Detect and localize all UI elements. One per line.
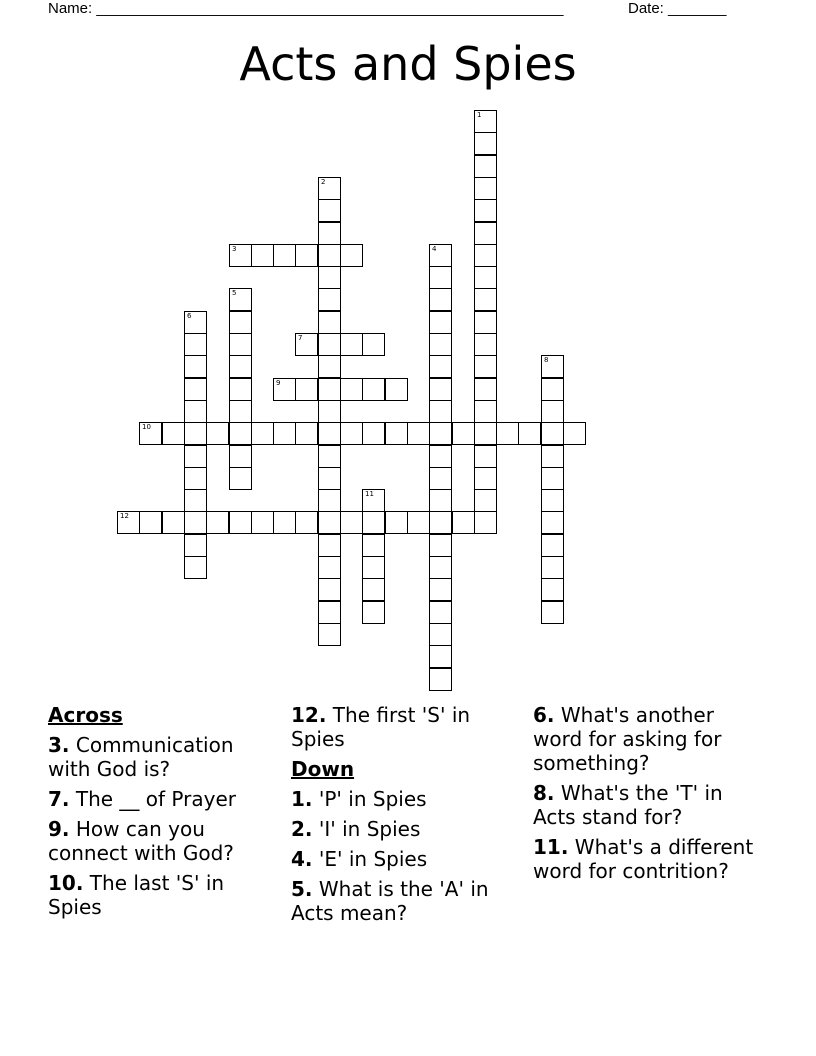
crossword-cell[interactable] xyxy=(385,511,408,534)
crossword-cell[interactable] xyxy=(318,489,341,512)
crossword-cell[interactable] xyxy=(318,244,341,267)
clue-text: Communication with God is? xyxy=(48,733,234,781)
cell-number: 10 xyxy=(142,423,151,431)
crossword-cell[interactable] xyxy=(362,578,385,601)
crossword-cell[interactable] xyxy=(496,422,519,445)
crossword-cell[interactable] xyxy=(295,422,318,445)
cell-number: 2 xyxy=(321,178,326,186)
crossword-cell[interactable] xyxy=(273,422,296,445)
crossword-cell[interactable] xyxy=(474,110,497,133)
crossword-cell[interactable] xyxy=(541,534,564,557)
crossword-cell[interactable] xyxy=(429,422,452,445)
crossword-cell[interactable] xyxy=(318,601,341,624)
crossword-cell[interactable] xyxy=(474,244,497,267)
crossword-cell[interactable] xyxy=(362,378,385,401)
cell-number: 12 xyxy=(120,512,129,520)
crossword-cell[interactable] xyxy=(206,422,229,445)
crossword-cell[interactable] xyxy=(318,400,341,423)
crossword-cell[interactable] xyxy=(362,511,385,534)
crossword-cell[interactable] xyxy=(318,511,341,534)
crossword-cell[interactable] xyxy=(541,355,564,378)
crossword-cell[interactable] xyxy=(563,422,586,445)
crossword-cell[interactable] xyxy=(318,311,341,334)
clue-number: 7. xyxy=(48,787,70,811)
clue-text: 'E' in Spies xyxy=(312,847,428,871)
crossword-cell[interactable] xyxy=(429,378,452,401)
crossword-cell[interactable] xyxy=(229,333,252,356)
clue-number: 1. xyxy=(291,787,313,811)
crossword-cell[interactable] xyxy=(429,556,452,579)
crossword-cell[interactable] xyxy=(318,266,341,289)
crossword-cell[interactable] xyxy=(318,422,341,445)
crossword-cell[interactable] xyxy=(429,645,452,668)
crossword-cell[interactable] xyxy=(474,222,497,245)
clue-text: The __ of Prayer xyxy=(69,787,236,811)
crossword-cell[interactable] xyxy=(318,445,341,468)
clue-text: What's a different word for contrition? xyxy=(533,835,754,883)
crossword-cell[interactable] xyxy=(295,378,318,401)
clue-number: 4. xyxy=(291,847,313,871)
crossword-cell[interactable] xyxy=(429,601,452,624)
crossword-cell[interactable] xyxy=(184,511,207,534)
crossword-cell[interactable] xyxy=(474,288,497,311)
crossword-cell[interactable] xyxy=(318,288,341,311)
cell-number: 5 xyxy=(232,289,237,297)
crossword-cell[interactable] xyxy=(541,467,564,490)
crossword-cell[interactable] xyxy=(362,422,385,445)
crossword-cell[interactable] xyxy=(541,578,564,601)
crossword-cell[interactable] xyxy=(273,511,296,534)
crossword-cell[interactable] xyxy=(429,489,452,512)
crossword-cell[interactable] xyxy=(429,578,452,601)
crossword-cell[interactable] xyxy=(229,244,252,267)
crossword-cell[interactable] xyxy=(474,378,497,401)
crossword-cell[interactable] xyxy=(474,445,497,468)
clue-number: 3. xyxy=(48,733,70,757)
crossword-cell[interactable] xyxy=(229,511,252,534)
clue-number: 11. xyxy=(533,835,569,859)
crossword-cell[interactable] xyxy=(184,534,207,557)
crossword-cell[interactable] xyxy=(139,422,162,445)
crossword-cell[interactable] xyxy=(229,355,252,378)
crossword-cell[interactable] xyxy=(318,199,341,222)
clue-text: 'I' in Spies xyxy=(312,817,421,841)
crossword-cell[interactable] xyxy=(184,467,207,490)
crossword-cell[interactable] xyxy=(340,511,363,534)
clue-text: What's the 'T' in Acts stand for? xyxy=(533,781,723,829)
cell-number: 4 xyxy=(432,245,437,253)
crossword-cell[interactable] xyxy=(541,445,564,468)
crossword-cell[interactable] xyxy=(474,467,497,490)
clue-down-5 xyxy=(291,877,516,925)
crossword-cell[interactable] xyxy=(541,601,564,624)
crossword-cell[interactable] xyxy=(229,311,252,334)
crossword-cell[interactable] xyxy=(340,333,363,356)
clue-text: How can you connect with God? xyxy=(48,817,234,865)
crossword-cell[interactable] xyxy=(452,511,475,534)
crossword-cell[interactable] xyxy=(229,400,252,423)
clue-text: The last 'S' in Spies xyxy=(48,871,225,919)
crossword-cell[interactable] xyxy=(318,177,341,200)
crossword-cell[interactable] xyxy=(184,556,207,579)
date-field[interactable]: Date: _______ xyxy=(628,0,727,17)
crossword-cell[interactable] xyxy=(429,445,452,468)
crossword-cell[interactable] xyxy=(474,489,497,512)
crossword-cell[interactable] xyxy=(318,578,341,601)
clue-number: 10. xyxy=(48,871,84,895)
crossword-cell[interactable] xyxy=(184,378,207,401)
crossword-cell[interactable] xyxy=(429,511,452,534)
clue-down-6 xyxy=(533,703,758,775)
clue-text: The first 'S' in Spies xyxy=(291,703,471,751)
crossword-cell[interactable] xyxy=(474,422,497,445)
crossword-cell[interactable] xyxy=(474,400,497,423)
clue-text: 'P' in Spies xyxy=(312,787,427,811)
crossword-cell[interactable] xyxy=(318,623,341,646)
name-field[interactable]: Name: ________________________________________________________ xyxy=(48,0,564,17)
crossword-cell[interactable] xyxy=(184,333,207,356)
crossword-cell[interactable] xyxy=(251,244,274,267)
across-heading: Across xyxy=(48,703,123,727)
clues-column-3 xyxy=(533,703,758,889)
crossword-cell[interactable] xyxy=(541,400,564,423)
crossword-cell[interactable] xyxy=(474,511,497,534)
crossword-cell[interactable] xyxy=(362,601,385,624)
crossword-cell[interactable] xyxy=(474,311,497,334)
crossword-cell[interactable] xyxy=(340,244,363,267)
crossword-cell[interactable] xyxy=(362,556,385,579)
crossword-cell[interactable] xyxy=(229,467,252,490)
crossword-cell[interactable] xyxy=(318,467,341,490)
crossword-cell[interactable] xyxy=(340,378,363,401)
crossword-cell[interactable] xyxy=(295,244,318,267)
crossword-cell[interactable] xyxy=(429,623,452,646)
crossword-cell[interactable] xyxy=(474,333,497,356)
crossword-cell[interactable] xyxy=(117,511,140,534)
clue-down-8 xyxy=(533,781,758,829)
crossword-cell[interactable] xyxy=(318,556,341,579)
crossword-cell[interactable] xyxy=(407,511,430,534)
clue-number: 9. xyxy=(48,817,70,841)
crossword-cell[interactable] xyxy=(541,378,564,401)
clue-text: What is the 'A' in Acts mean? xyxy=(291,877,489,925)
crossword-cell[interactable] xyxy=(295,333,318,356)
crossword-cell[interactable] xyxy=(229,422,252,445)
crossword-cell[interactable] xyxy=(474,132,497,155)
crossword-cell[interactable] xyxy=(184,400,207,423)
crossword-cell[interactable] xyxy=(251,511,274,534)
crossword-cell[interactable] xyxy=(184,355,207,378)
crossword-cell[interactable] xyxy=(206,511,229,534)
crossword-cell[interactable] xyxy=(385,422,408,445)
crossword-cell[interactable] xyxy=(429,266,452,289)
crossword-cell[interactable] xyxy=(340,422,363,445)
crossword-cell[interactable] xyxy=(295,511,318,534)
clue-number: 2. xyxy=(291,817,313,841)
crossword-cell[interactable] xyxy=(229,378,252,401)
crossword-cell[interactable] xyxy=(318,378,341,401)
clue-across-10 xyxy=(48,871,273,919)
clue-down-1 xyxy=(291,787,516,811)
crossword-cell[interactable] xyxy=(407,422,430,445)
clue-across-9 xyxy=(48,817,273,865)
crossword-cell[interactable] xyxy=(139,511,162,534)
cell-number: 1 xyxy=(477,111,482,119)
crossword-cell[interactable] xyxy=(229,445,252,468)
crossword-cell[interactable] xyxy=(429,333,452,356)
crossword-cell[interactable] xyxy=(429,288,452,311)
clue-number: 5. xyxy=(291,877,313,901)
crossword-cell[interactable] xyxy=(429,400,452,423)
crossword-cell[interactable] xyxy=(541,556,564,579)
crossword-cell[interactable] xyxy=(518,422,541,445)
crossword-cell[interactable] xyxy=(429,311,452,334)
clues-column-1 xyxy=(48,703,273,925)
clue-number: 8. xyxy=(533,781,555,805)
page-title: Acts and Spies xyxy=(239,37,577,91)
crossword-cell[interactable] xyxy=(429,668,452,691)
clue-down-4 xyxy=(291,847,516,871)
crossword-cell[interactable] xyxy=(273,378,296,401)
cell-number: 9 xyxy=(276,379,281,387)
cell-number: 7 xyxy=(298,334,303,342)
crossword-cell[interactable] xyxy=(318,534,341,557)
crossword-cell[interactable] xyxy=(184,311,207,334)
crossword-cell[interactable] xyxy=(229,288,252,311)
crossword-cell[interactable] xyxy=(162,511,185,534)
crossword-cell[interactable] xyxy=(318,222,341,245)
crossword-cell[interactable] xyxy=(385,378,408,401)
crossword-cell[interactable] xyxy=(362,489,385,512)
crossword-cell[interactable] xyxy=(474,177,497,200)
crossword-cell[interactable] xyxy=(251,422,274,445)
clue-across-3 xyxy=(48,733,273,781)
crossword-cell[interactable] xyxy=(318,355,341,378)
clue-across-7 xyxy=(48,787,273,811)
crossword-cell[interactable] xyxy=(318,333,341,356)
crossword-cell[interactable] xyxy=(474,355,497,378)
crossword-cell[interactable] xyxy=(452,422,475,445)
crossword-cell[interactable] xyxy=(541,489,564,512)
crossword-cell[interactable] xyxy=(429,244,452,267)
crossword-cell[interactable] xyxy=(541,511,564,534)
clue-text: What's another word for asking for something? xyxy=(533,703,722,775)
crossword-cell[interactable] xyxy=(184,445,207,468)
crossword-cell[interactable] xyxy=(429,534,452,557)
crossword-cell[interactable] xyxy=(184,422,207,445)
clues-column-2 xyxy=(291,703,516,931)
clue-number: 6. xyxy=(533,703,555,727)
crossword-cell[interactable] xyxy=(429,467,452,490)
crossword-cell[interactable] xyxy=(162,422,185,445)
crossword-cell[interactable] xyxy=(429,355,452,378)
crossword-cell[interactable] xyxy=(474,199,497,222)
clue-down-11 xyxy=(533,835,758,883)
cell-number: 3 xyxy=(232,245,237,253)
cell-number: 8 xyxy=(544,356,549,364)
crossword-cell[interactable] xyxy=(184,489,207,512)
crossword-cell[interactable] xyxy=(474,266,497,289)
clue-across-12 xyxy=(291,703,516,751)
down-heading: Down xyxy=(291,757,355,781)
cell-number: 11 xyxy=(365,490,374,498)
crossword-cell[interactable] xyxy=(541,422,564,445)
crossword-cell[interactable] xyxy=(474,155,497,178)
crossword-cell[interactable] xyxy=(362,534,385,557)
crossword-cell[interactable] xyxy=(362,333,385,356)
clue-down-2 xyxy=(291,817,516,841)
crossword-cell[interactable] xyxy=(273,244,296,267)
clue-number: 12. xyxy=(291,703,327,727)
cell-number: 6 xyxy=(187,312,192,320)
